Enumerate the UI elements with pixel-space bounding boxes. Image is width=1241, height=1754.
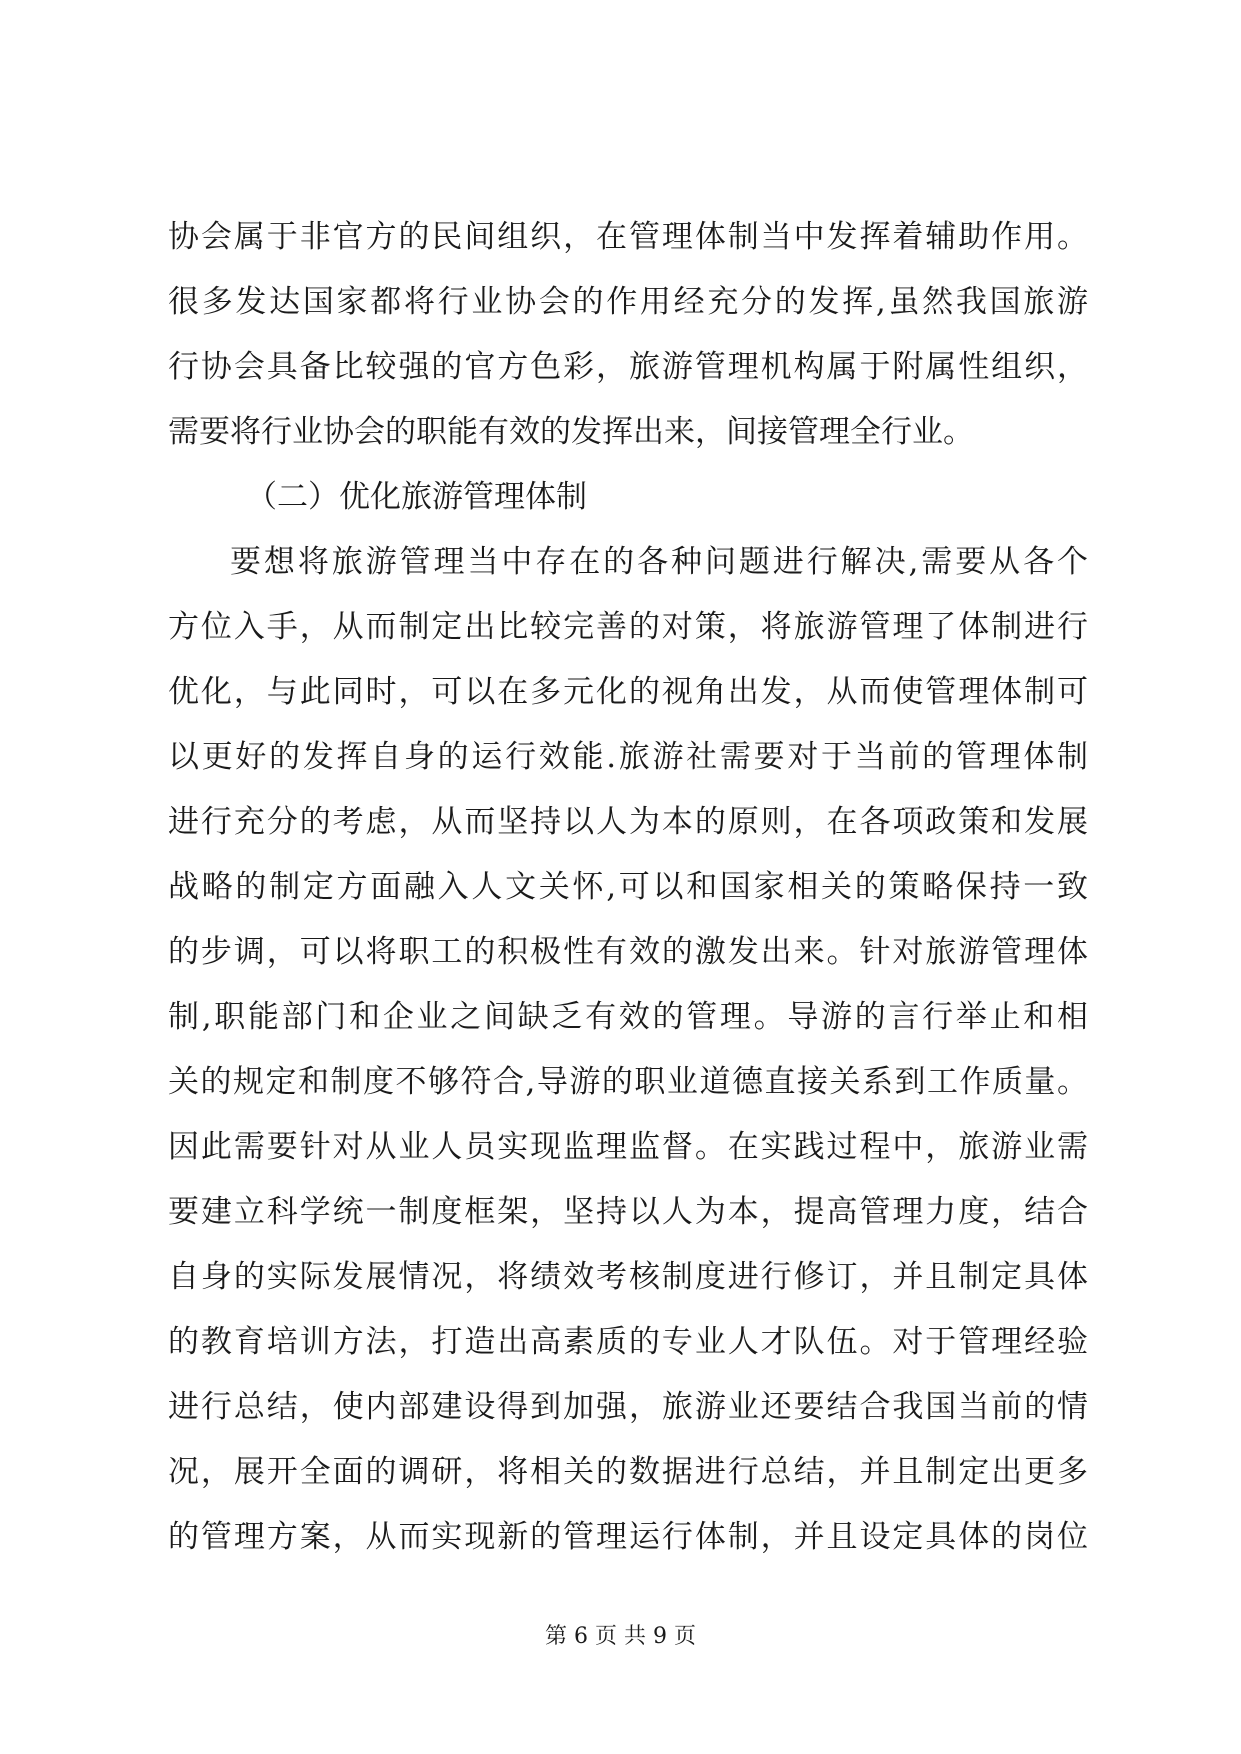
section-heading: （二）优化旅游管理体制 <box>246 479 587 515</box>
text-line: 关的规定和制度不够符合,导游的职业道德直接关系到工作质量。 <box>168 1064 1088 1100</box>
text-line: 制,职能部门和企业之间缺乏有效的管理。导游的言行举止和相 <box>168 999 1088 1035</box>
text-line: 的管理方案，从而实现新的管理运行体制，并且设定具体的岗位 <box>168 1519 1088 1555</box>
text-line: 战略的制定方面融入人文关怀,可以和国家相关的策略保持一致 <box>168 869 1088 905</box>
text-line: 很多发达国家都将行业协会的作用经充分的发挥,虽然我国旅游 <box>168 284 1088 320</box>
body-text <box>168 205 1088 1570</box>
page-number-footer: 第 6 页 共 9 页 <box>545 1624 696 1649</box>
text-line: 进行充分的考虑，从而坚持以人为本的原则，在各项政策和发展 <box>168 804 1088 840</box>
text-line: 优化，与此同时，可以在多元化的视角出发，从而使管理体制可 <box>168 674 1088 710</box>
text-line: 的教育培训方法，打造出高素质的专业人才队伍。对于管理经验 <box>168 1324 1088 1360</box>
text-line: 的步调，可以将职工的积极性有效的激发出来。针对旅游管理体 <box>168 934 1088 970</box>
text-line: 自身的实际发展情况，将绩效考核制度进行修订，并且制定具体 <box>168 1259 1088 1295</box>
text-line: 方位入手，从而制定出比较完善的对策，将旅游管理了体制进行 <box>168 609 1088 645</box>
text-line: 行协会具备比较强的官方色彩，旅游管理机构属于附属性组织， <box>168 349 1088 385</box>
text-line: 协会属于非官方的民间组织，在管理体制当中发挥着辅助作用。 <box>168 219 1088 255</box>
text-line: 以更好的发挥自身的运行效能.旅游社需要对于当前的管理体制 <box>168 739 1088 775</box>
text-line: 因此需要针对从业人员实现监理监督。在实践过程中，旅游业需 <box>168 1129 1088 1165</box>
text-line: 要建立科学统一制度框架，坚持以人为本，提高管理力度，结合 <box>168 1194 1088 1230</box>
text-line: 要想将旅游管理当中存在的各种问题进行解决,需要从各个 <box>230 544 1088 580</box>
text-line: 况，展开全面的调研，将相关的数据进行总结，并且制定出更多 <box>168 1454 1088 1490</box>
text-line: 需要将行业协会的职能有效的发挥出来，间接管理全行业。 <box>168 414 974 450</box>
text-line: 进行总结，使内部建设得到加强，旅游业还要结合我国当前的情 <box>168 1389 1088 1425</box>
